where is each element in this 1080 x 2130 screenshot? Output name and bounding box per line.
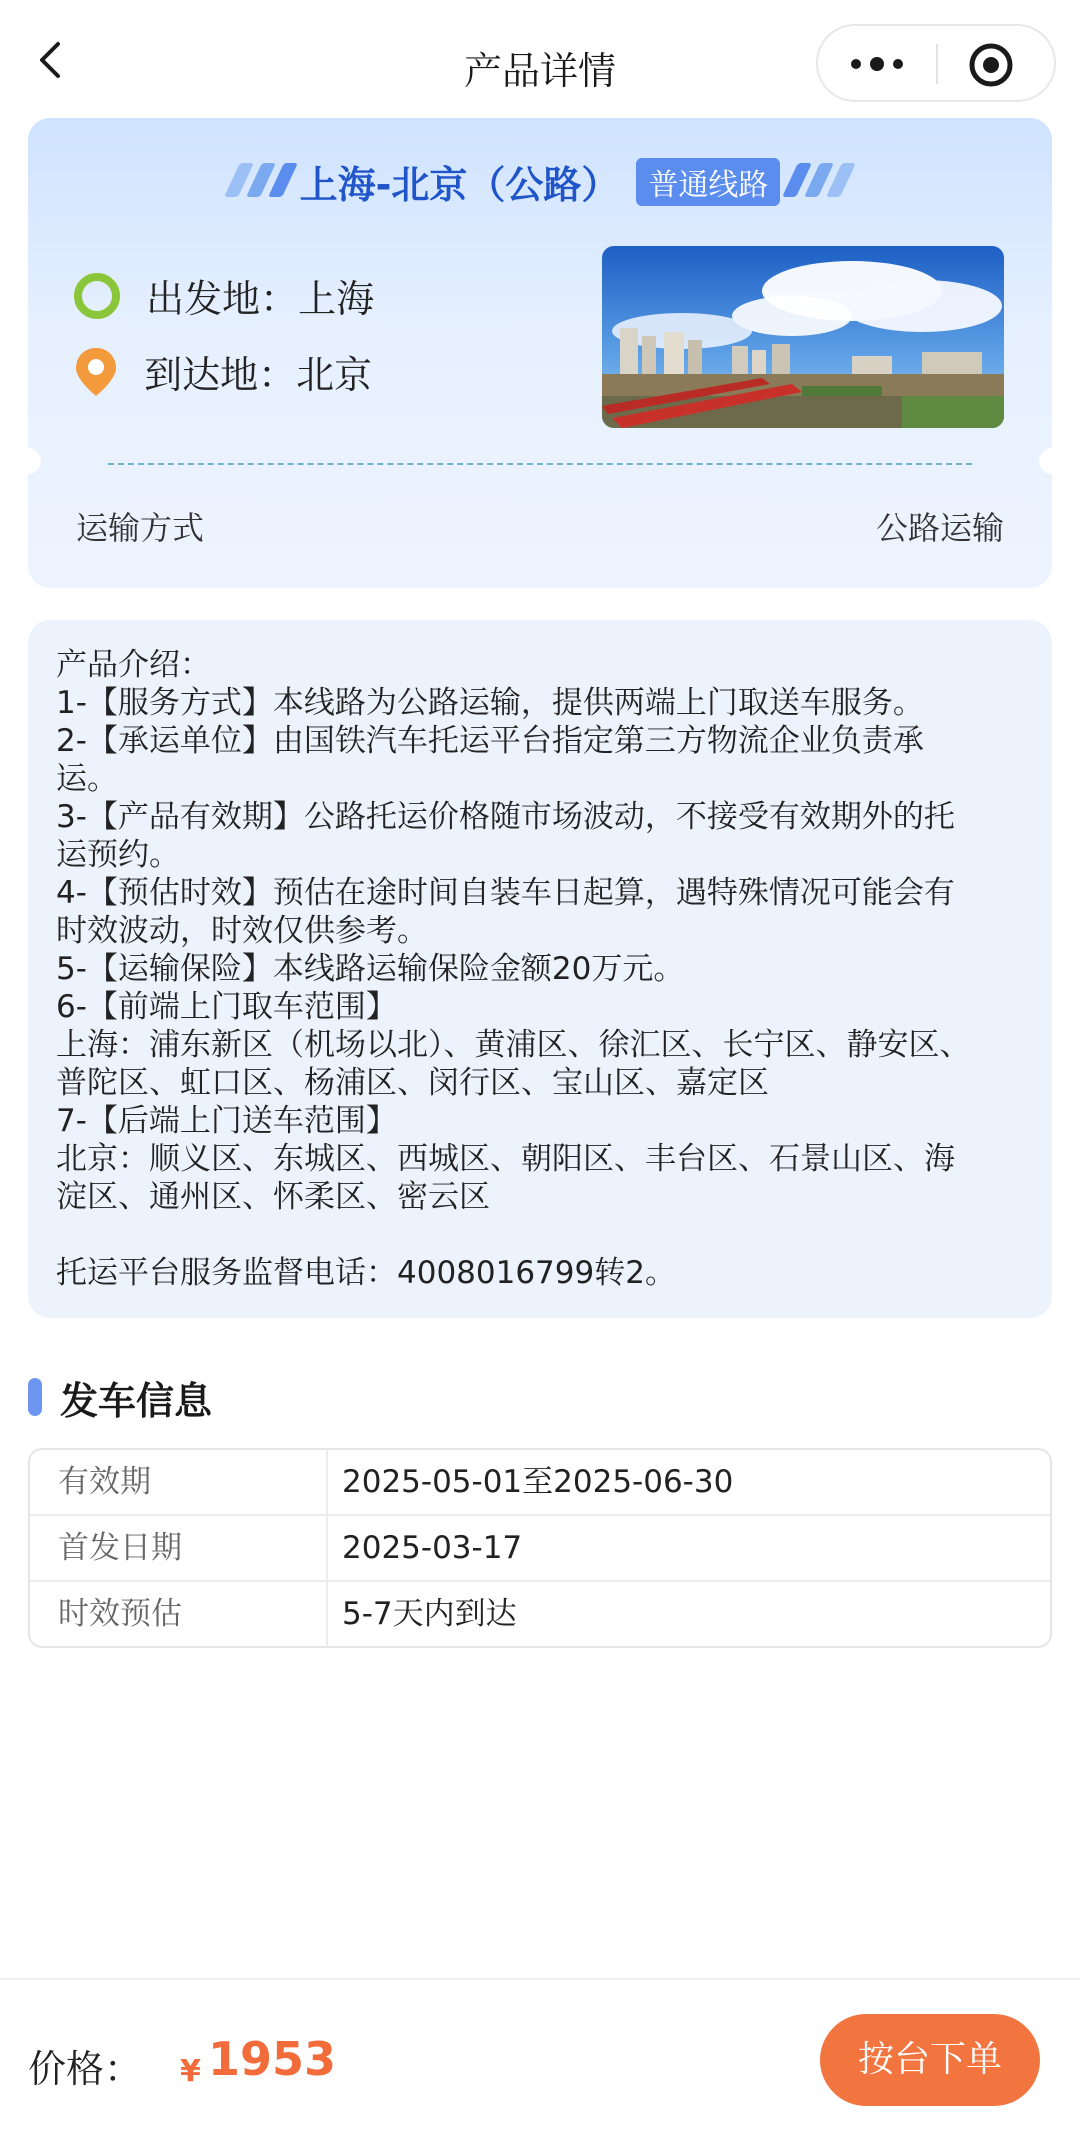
section-title: 发车信息 bbox=[60, 1379, 213, 1423]
eta-value: 5-7天内到达 bbox=[342, 1596, 517, 1632]
intro-line: 上海：浦东新区（机场以北）、黄浦区、徐汇区、长宁区、静安区、 bbox=[56, 1027, 971, 1063]
nav-header bbox=[0, 0, 1080, 130]
departure-info-table bbox=[28, 1448, 1052, 1648]
intro-line: 时效波动，时效仅供参考。 bbox=[56, 913, 428, 949]
intro-line: 5-【运输保险】本线路运输保险金额20万元。 bbox=[56, 951, 685, 987]
transport-mode-label: 运输方式 bbox=[76, 509, 205, 547]
intro-line: 6-【前端上门取车范围】 bbox=[56, 989, 397, 1025]
first-departure-value: 2025-03-17 bbox=[342, 1530, 523, 1566]
table-row bbox=[30, 1450, 1050, 1516]
origin-circle-icon bbox=[74, 273, 120, 319]
intro-line: 3-【产品有效期】公路托运价格随市场波动，不接受有效期外的托 bbox=[56, 799, 955, 835]
location-pin-icon bbox=[74, 346, 118, 398]
dashed-divider bbox=[108, 463, 972, 465]
intro-line: 北京：顺义区、东城区、西城区、朝阳区、丰台区、石景山区、海 bbox=[56, 1141, 955, 1177]
section-accent-bar bbox=[28, 1378, 42, 1416]
destination-row bbox=[74, 344, 372, 404]
route-card bbox=[28, 118, 1052, 588]
table-row bbox=[30, 1582, 1050, 1646]
intro-line: 普陀区、虹口区、杨浦区、闵行区、宝山区、嘉定区 bbox=[56, 1065, 769, 1101]
origin-label: 出发地： bbox=[146, 277, 299, 321]
route-photo bbox=[602, 246, 1004, 428]
intro-line: 淀区、通州区、怀柔区、密云区 bbox=[56, 1179, 490, 1215]
route-title-row bbox=[28, 154, 1052, 214]
product-intro-card bbox=[28, 620, 1052, 1318]
intro-line: 运。 bbox=[56, 761, 118, 797]
origin-row bbox=[74, 268, 374, 328]
page-title: 产品详情 bbox=[463, 49, 616, 93]
eta-label: 时效预估 bbox=[30, 1582, 328, 1646]
card-notch-right bbox=[1039, 448, 1065, 474]
price-label: 价格： bbox=[28, 2047, 143, 2091]
intro-line: 2-【承运单位】由国铁汽车托运平台指定第三方物流企业负责承 bbox=[56, 723, 924, 759]
card-notch-left bbox=[15, 448, 41, 474]
destination-value: 北京 bbox=[296, 353, 373, 397]
intro-line: 运预约。 bbox=[56, 837, 180, 873]
price-value: 1953 bbox=[208, 2032, 337, 2086]
intro-line: 4-【预估时效】预估在途时间自装车日起算，遇特殊情况可能会有 bbox=[56, 875, 955, 911]
transport-mode-value: 公路运输 bbox=[875, 509, 1004, 547]
capsule-divider bbox=[936, 44, 938, 84]
target-icon[interactable] bbox=[966, 40, 1016, 90]
bottom-bar bbox=[0, 1978, 1080, 2130]
price-currency: ¥ bbox=[180, 2054, 201, 2089]
service-hotline: 托运平台服务监督电话：4008016799转2。 bbox=[56, 1255, 676, 1291]
intro-line: 产品介绍： bbox=[56, 647, 211, 683]
route-type-badge: 普通线路 bbox=[636, 158, 780, 206]
mini-program-capsule bbox=[816, 24, 1056, 102]
validity-label: 有效期 bbox=[30, 1450, 328, 1514]
right-slash-decoration bbox=[786, 163, 852, 201]
intro-line: 1-【服务方式】本线路为公路运输，提供两端上门取送车服务。 bbox=[56, 685, 924, 721]
left-slash-decoration bbox=[228, 163, 294, 201]
route-title: 上海-北京（公路） bbox=[299, 163, 620, 207]
destination-label: 到达地： bbox=[144, 353, 297, 397]
validity-value: 2025-05-01至2025-06-30 bbox=[342, 1464, 734, 1500]
intro-spacer bbox=[56, 1216, 1022, 1254]
origin-value: 上海 bbox=[298, 277, 375, 321]
intro-line: 7-【后端上门送车范围】 bbox=[56, 1103, 397, 1139]
first-departure-label: 首发日期 bbox=[30, 1516, 328, 1580]
order-button[interactable]: 按台下单 bbox=[820, 2014, 1040, 2106]
table-row bbox=[30, 1516, 1050, 1582]
more-dots-icon[interactable] bbox=[842, 46, 912, 82]
